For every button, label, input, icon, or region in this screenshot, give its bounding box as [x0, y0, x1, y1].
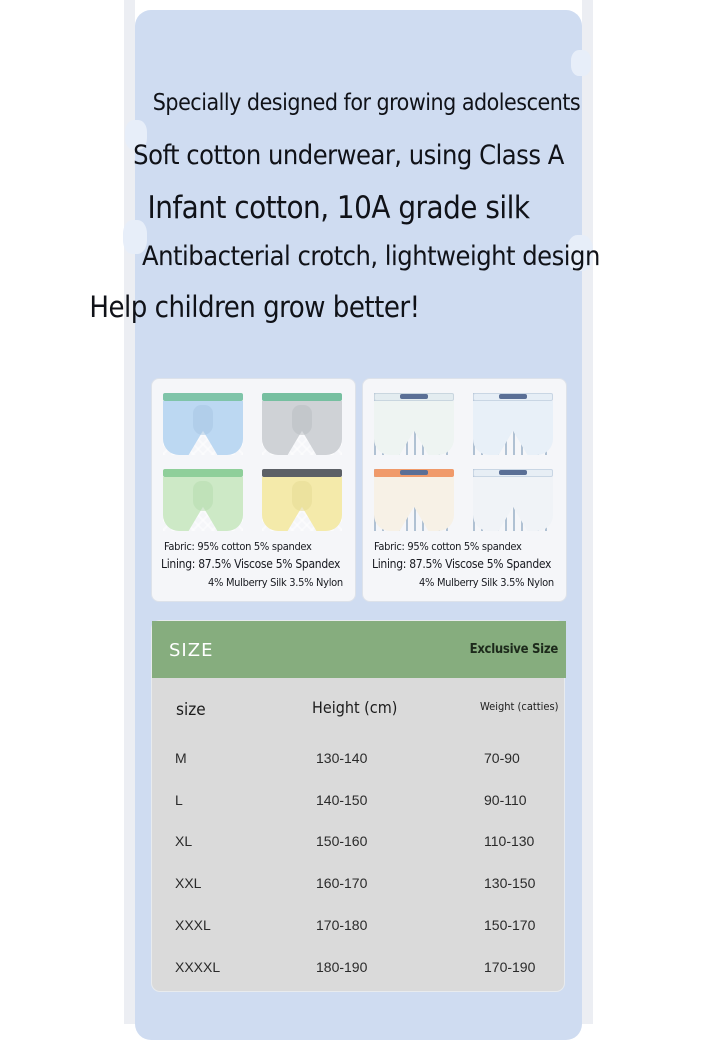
table-row — [152, 792, 566, 812]
brand-logo — [400, 394, 428, 399]
fabric-composition: Fabric: 95% cotton 5% spandex — [374, 540, 522, 553]
lining-composition-cont: 4% Mulberry Silk 3.5% Nylon — [208, 576, 343, 589]
weight-cell: 170-190 — [484, 959, 536, 975]
table-row — [152, 833, 566, 853]
brand-logo — [499, 394, 527, 399]
table-row — [152, 750, 566, 770]
headline-line-3: Infant cotton, 10A grade silk — [147, 190, 530, 226]
weight-cell: 130-150 — [484, 875, 536, 891]
right-edge-strip — [582, 0, 593, 1024]
brief-body — [473, 477, 553, 531]
table-row — [152, 959, 566, 979]
weight-cell: 150-170 — [484, 917, 536, 933]
height-cell: 150-160 — [316, 833, 368, 849]
brief-body — [473, 401, 553, 455]
table-row — [152, 875, 566, 895]
product-image — [374, 469, 454, 531]
column-header-size: size — [176, 700, 206, 720]
product-image — [163, 469, 243, 531]
height-cell: 130-140 — [316, 750, 368, 766]
brief-pouch — [193, 405, 213, 435]
product-image — [374, 393, 454, 455]
weight-cell: 70-90 — [484, 750, 520, 766]
lining-composition: Lining: 87.5% Viscose 5% Spandex — [372, 557, 552, 571]
column-header-weight: Weight (catties) — [480, 700, 559, 713]
height-cell: 140-150 — [316, 792, 368, 808]
weight-cell: 90-110 — [484, 792, 527, 808]
headline-line-1: Specially designed for growing adolescents — [152, 90, 581, 116]
size-cell: M — [175, 750, 187, 766]
headline-line-5: Help children grow better! — [89, 290, 420, 324]
fabric-composition: Fabric: 95% cotton 5% spandex — [164, 540, 312, 553]
waistband — [262, 393, 342, 401]
size-chart-title: SIZE — [169, 640, 214, 661]
weight-cell: 110-130 — [484, 833, 535, 849]
column-header-height: Height (cm) — [312, 698, 398, 717]
headline-line-4: Antibacterial crotch, lightweight design — [142, 241, 600, 272]
table-row — [152, 917, 566, 937]
size-chart-subtitle: Exclusive Size — [469, 642, 558, 657]
brief-pouch — [292, 405, 312, 435]
brief-body — [374, 401, 454, 455]
product-detail-card — [89, 10, 600, 1040]
size-chart-header — [152, 621, 566, 678]
brand-logo — [499, 470, 527, 475]
brand-logo — [400, 470, 428, 475]
size-cell: XXXXL — [175, 959, 221, 975]
decorative-cloud — [571, 50, 591, 76]
product-image — [473, 469, 553, 531]
height-cell: 170-180 — [316, 917, 368, 933]
product-image — [262, 469, 342, 531]
product-image — [262, 393, 342, 455]
size-cell: XXXL — [175, 917, 211, 933]
size-cell: XL — [175, 833, 193, 849]
height-cell: 160-170 — [316, 875, 368, 891]
waistband — [163, 393, 243, 401]
height-cell: 180-190 — [316, 959, 368, 975]
headline-line-2: Soft cotton underwear, using Class A — [133, 140, 564, 171]
size-cell: L — [175, 792, 183, 808]
brief-pouch — [193, 481, 213, 511]
lining-composition-cont: 4% Mulberry Silk 3.5% Nylon — [419, 576, 554, 589]
size-cell: XXL — [175, 875, 202, 891]
brief-pouch — [292, 481, 312, 511]
product-image — [473, 393, 553, 455]
waistband — [163, 469, 243, 477]
product-panel-diamond[interactable] — [151, 378, 356, 602]
brief-body — [374, 477, 454, 531]
lining-composition: Lining: 87.5% Viscose 5% Spandex — [161, 557, 341, 571]
product-panel-stripe[interactable] — [362, 378, 567, 602]
product-image — [163, 393, 243, 455]
waistband — [262, 469, 342, 477]
size-chart — [151, 620, 565, 992]
